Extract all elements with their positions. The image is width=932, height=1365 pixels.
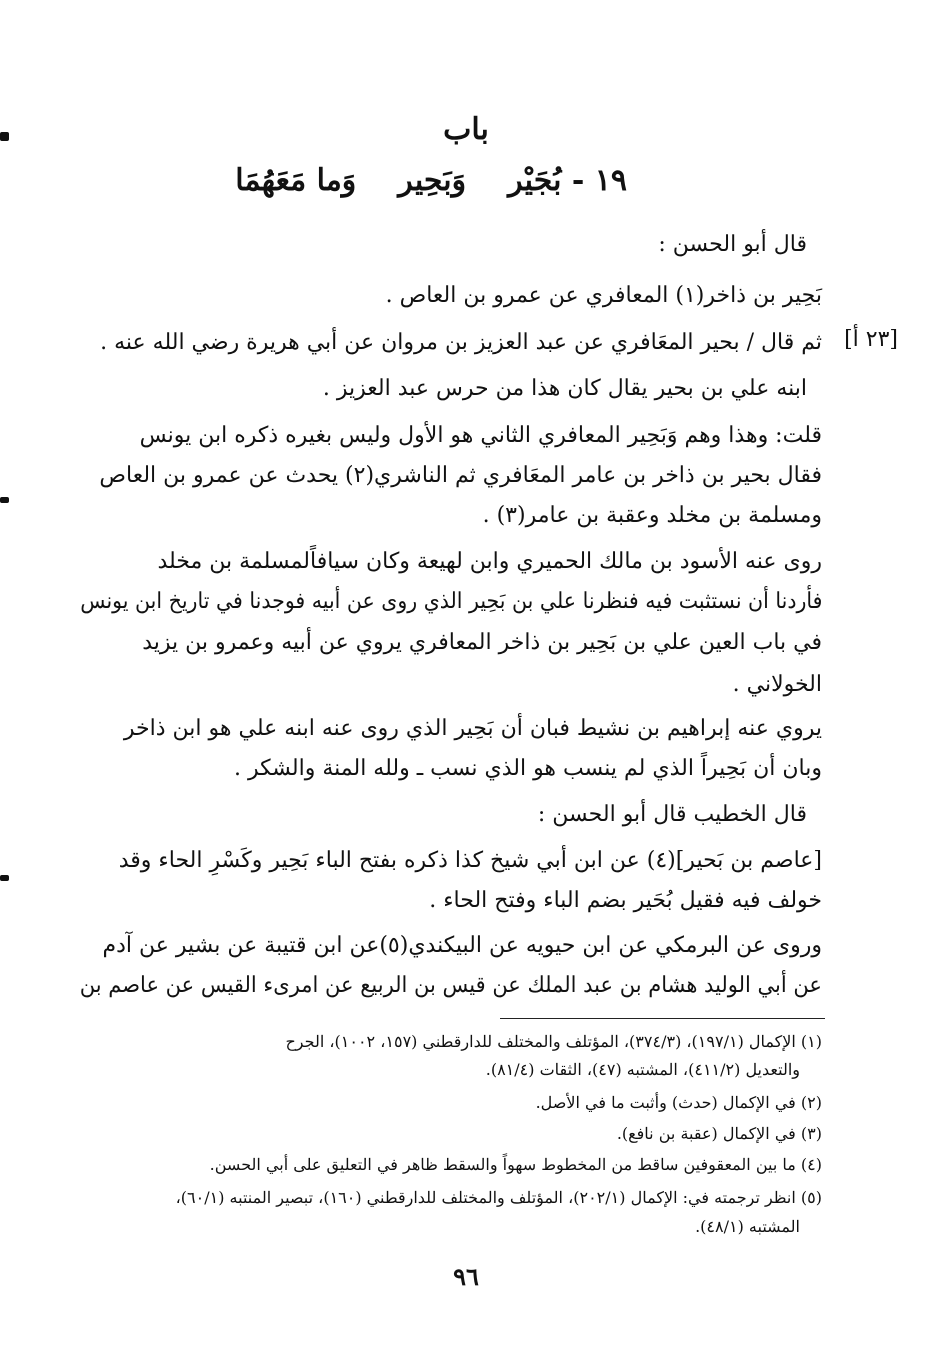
body-line: قال الخطيب قال أبو الحسن :	[537, 802, 807, 827]
body-line: الخولاني .	[732, 672, 822, 697]
body-line: [عاصم بن بَحير](٤) عن ابن أبي شيخ كذا ذكره بفتح الباء بَحِير وكَسْرِ الحاء وقد	[118, 848, 822, 873]
body-line: فأردنا أن نستثبت فيه فنظرنا علي بن بَحِير الذي روى عن أبيه فوجدنا في تاريخ ابن يونس	[79, 589, 822, 614]
scan-mark	[0, 497, 9, 503]
body-line: بَحِير بن ذاخر(١) المعافري عن عمرو بن العاص .	[385, 283, 822, 308]
body-line: عن أبي الوليد هشام بن عبد الملك عن قيس بن الربيع عن امرىء القيس عن عاصم بن	[79, 973, 822, 998]
body-line: قلت: وهذا وهم وَبَحِير المعافري الثاني هو الأول وليس بغيره ذكره ابن يونس	[139, 423, 822, 448]
body-line: وروى عن البرمكي عن ابن حيويه عن البيكندي(٥)عن ابن قتيبة عن بشير عن آدم	[102, 933, 822, 958]
chapter-title	[235, 163, 627, 198]
body-line: في باب العين علي بن بَحِير بن ذاخر المعافري يروي عن أبيه وعمرو بن يزيد	[142, 630, 822, 655]
body-line: خولف فيه فقيل بُحَير بضم الباء وفتح الحاء .	[429, 888, 822, 913]
footnote-divider	[500, 1018, 825, 1019]
body-line: ومسلمة بن مخلد وعقبة بن عامر(٣) .	[482, 503, 822, 528]
scan-mark	[0, 875, 9, 881]
body-line: ابنه علي بن بحير يقال كان هذا من حرس عبد العزيز .	[322, 376, 807, 401]
chapter-number-name: ١٩ - بُجَيْر	[508, 163, 627, 198]
body-line: يروي عنه إبراهيم بن نشيط فبان أن بَحِير الذي روى عنه ابنه علي هو ابن ذاخر	[123, 716, 822, 741]
body-line: ثم قال / بحير المعَافري عن عبد العزيز بن مروان عن أبي هريرة رضي الله عنه .	[100, 330, 822, 355]
section-heading: باب	[443, 112, 489, 147]
body-line: روى عنه الأسود بن مالك الحميري وابن لهيعة وكان سيافاًلمسلمة بن مخلد	[157, 549, 822, 574]
footnote-line: (٢) في الإكمال (حدث) وأثبت ما في الأصل.	[535, 1093, 822, 1112]
footnote-line: (١) الإكمال (١٩٧/١)، (٣٧٤/٣)، المؤتلف والمختلف للدارقطني (١٥٧، ١٠٠٢)، الجرح	[285, 1032, 822, 1051]
margin-folio-note: [٢٣ أ]	[844, 327, 898, 352]
body-line: قال أبو الحسن :	[658, 232, 807, 257]
body-line: فقال بحير بن ذاخر بن عامر المعَافري ثم الناشري(٢) يحدث عن عمرو بن العاص	[99, 463, 822, 488]
footnote-line: (٣) في الإكمال (عقبة بن نافع).	[616, 1124, 822, 1143]
footnote-line: المشتبه (٤٨/١).	[695, 1217, 800, 1236]
page-number: ٩٦	[453, 1262, 479, 1291]
chapter-name-3: وَما مَعَهُمَا	[235, 163, 357, 198]
footnote-line: (٥) انظر ترجمته في: الإكمال (٢٠٢/١)، المؤتلف والمختلف للدارقطني (١٦٠)، تبصير المنتبه (٦٠/١)،	[175, 1188, 822, 1207]
body-line: وبان أن بَحِيراً الذي لم ينسب هو الذي نسب ـ ولله المنة والشكر .	[234, 756, 822, 781]
footnote-line: (٤) ما بين المعقوفين ساقط من المخطوط سهواً والسقط ظاهر في التعليق على أبي الحسن.	[209, 1155, 822, 1174]
footnote-line: والتعديل (٤١١/٢)، المشتبه (٤٧)، الثقات (٨١/٤).	[485, 1060, 800, 1079]
chapter-name-2: وَبَحِير	[398, 163, 467, 198]
